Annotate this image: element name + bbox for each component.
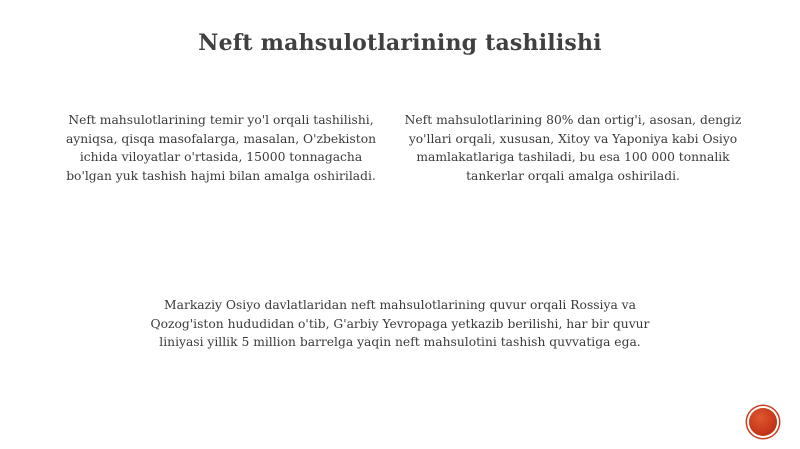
slide-title: Neft mahsulotlarining tashilishi bbox=[198, 30, 602, 56]
paragraph-rail-transport: Neft mahsulotlarining temir yo'l orqali tashilishi, ayniqsa, qisqa masofalarga, masalan, O'zbekiston ichida viloyatlar o'rtasida, 15000 tonnagacha bo'lgan yuk tashish hajmi bilan amalga oshiriladi. bbox=[65, 113, 377, 183]
paragraph-pipeline-transport: Markaziy Osiyo davlatlaridan neft mahsulotlarining quvur orqali Rossiya va Qozog'iston hududidan o'tib, G'arbiy Yevropaga yetkazib berilishi, har bir quvur liniyasi yillik 5 million barrelga yaqin neft mahsulotini tashish quvvatiga ega. bbox=[150, 298, 650, 349]
slide-nav-button[interactable] bbox=[749, 408, 777, 436]
paragraph-sea-transport: Neft mahsulotlarining 80% dan ortig'i, asosan, dengiz yo'llari orqali, xususan, Xitoy va Yaponiya kabi Osiyo mamlakatlariga tashiladi, bu esa 100 000 tonnalik tankerlar orqali amalga oshiriladi. bbox=[404, 113, 742, 183]
